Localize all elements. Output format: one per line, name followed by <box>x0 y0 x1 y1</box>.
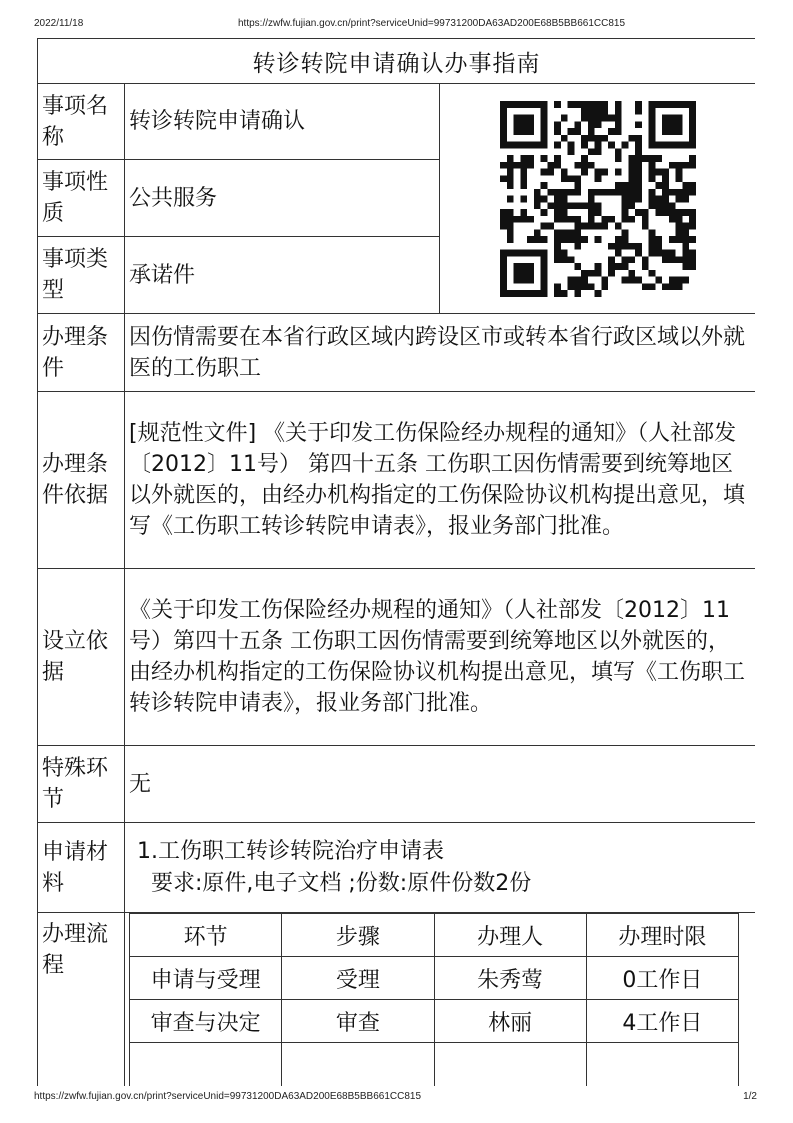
value-item-type: 承诺件 <box>125 237 440 314</box>
page-number: 1/2 <box>743 1091 757 1102</box>
label-item-name: 事项名称 <box>38 84 125 160</box>
material-requirement: 要求:原件,电子文档 ;份数:原件份数2份 <box>151 870 532 896</box>
qr-code-icon <box>500 101 696 297</box>
label-item-nature: 事项性质 <box>38 160 125 237</box>
label-special: 特殊环节 <box>38 746 125 823</box>
process-step: 受理 <box>282 957 434 1000</box>
label-item-type: 事项类型 <box>38 237 125 314</box>
process-stage: 审查与决定 <box>130 1000 282 1043</box>
table-row <box>130 1000 739 1043</box>
label-process: 办理流程 <box>38 913 125 1087</box>
label-materials: 申请材料 <box>38 823 125 913</box>
process-step <box>282 1043 434 1087</box>
process-time-limit <box>586 1043 738 1087</box>
process-header-stage: 环节 <box>130 914 282 957</box>
process-step: 审查 <box>282 1000 434 1043</box>
process-time-limit: 4工作日 <box>586 1000 738 1043</box>
material-item: 1.工伤职工转诊转院治疗申请表 <box>137 838 444 864</box>
value-conditions: 因伤情需要在本省行政区域内跨设区市或转本省行政区域以外就医的工伤职工 <box>125 314 756 392</box>
process-stage <box>130 1043 282 1087</box>
process-header-time-limit: 办理时限 <box>586 914 738 957</box>
print-url-footer: https://zwfw.fujian.gov.cn/print?serviceUnid=99731200DA63AD200E68B5BB661CC815 <box>34 1091 422 1102</box>
process-handler <box>434 1043 586 1087</box>
value-special: 无 <box>125 746 756 823</box>
value-basis: [规范性文件] 《关于印发工伤保险经办规程的通知》（人社部发〔2012〕11号） 第四十五条 工伤职工因伤情需要到统筹地区以外就医的，由经办机构指定的工伤保险协议机构提出意见，填写《工伤职工转诊转院申请表》，报业务部门批准。 <box>125 392 756 569</box>
value-legal-basis: 《关于印发工伤保险经办规程的通知》（人社部发〔2012〕11号）第四十五条 工伤职工因伤情需要到统筹地区以外就医的，由经办机构指定的工伤保险协议机构提出意见，填写《工伤职工转诊转院申请表》，报业务部门批准。 <box>125 569 756 746</box>
qr-code-cell <box>440 84 756 314</box>
process-header-row <box>130 914 739 957</box>
process-table <box>129 913 739 1086</box>
table-row <box>130 1043 739 1087</box>
value-materials <box>125 823 756 913</box>
page-title: 转诊转院申请确认办事指南 <box>38 39 756 84</box>
process-time-limit: 0工作日 <box>586 957 738 1000</box>
label-conditions: 办理条件 <box>38 314 125 392</box>
process-handler: 朱秀莺 <box>434 957 586 1000</box>
process-header-step: 步骤 <box>282 914 434 957</box>
guide-table <box>37 38 755 1086</box>
process-handler: 林丽 <box>434 1000 586 1043</box>
print-url-header: https://zwfw.fujian.gov.cn/print?serviceUnid=99731200DA63AD200E68B5BB661CC815 <box>238 18 626 29</box>
process-stage: 申请与受理 <box>130 957 282 1000</box>
value-item-nature: 公共服务 <box>125 160 440 237</box>
value-process <box>125 913 756 1087</box>
label-legal-basis: 设立依据 <box>38 569 125 746</box>
guide-document <box>37 38 755 1086</box>
value-item-name: 转诊转院申请确认 <box>125 84 440 160</box>
label-basis: 办理条件依据 <box>38 392 125 569</box>
print-date: 2022/11/18 <box>34 18 84 29</box>
table-row <box>130 957 739 1000</box>
process-header-handler: 办理人 <box>434 914 586 957</box>
